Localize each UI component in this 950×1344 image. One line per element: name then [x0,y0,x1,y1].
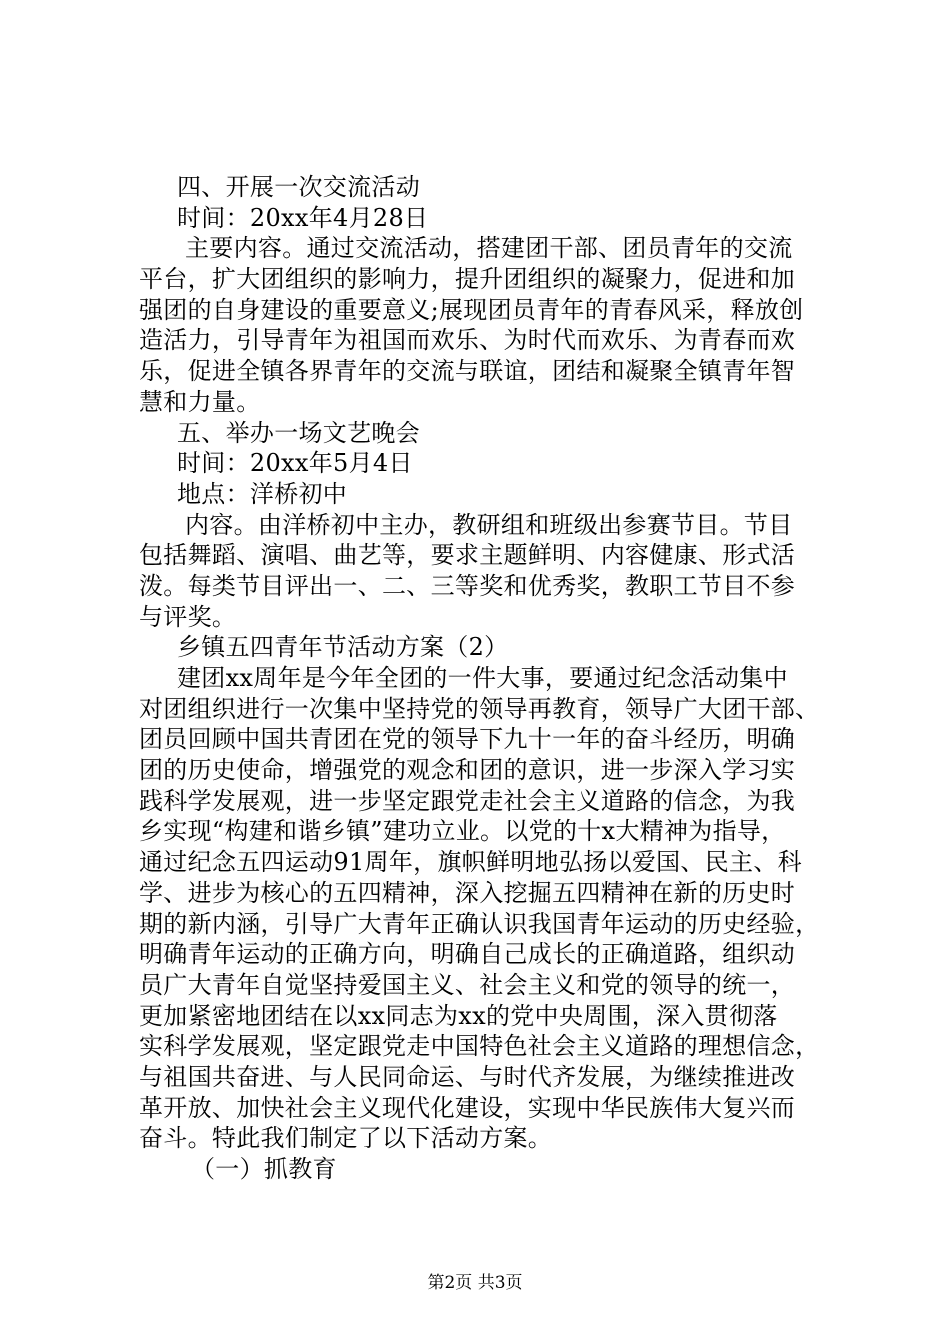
text-line: 包括舞蹈、演唱、曲艺等，要求主题鲜明、内容健康、形式活 [139,541,796,570]
text-line: 平台，扩大团组织的影响力，提升团组织的凝聚力，促进和加 [139,265,796,294]
text-line: 奋斗。特此我们制定了以下活动方案。 [139,1124,553,1153]
text-line: 革开放、加快社会主义现代化建设，实现中华民族伟大复兴而 [139,1093,796,1122]
subsection-heading-education: （一）抓教育 [191,1155,337,1183]
text-line: 造活力，引导青年为祖国而欢乐、为时代而欢乐、为青春而欢 [139,326,796,355]
text-line: 地点：洋桥初中 [177,479,348,508]
text-line: 建团xx周年是今年全团的一件大事，要通过纪念活动集中 [177,664,788,692]
text-line: 强团的自身建设的重要意义;展现团员青年的青春风采，释放创 [139,295,804,324]
text-line: 团员回顾中国共青团在党的领导下九十一年的奋斗经历，明确 [139,725,796,754]
text-line: 员广大青年自觉坚持爱国主义、社会主义和党的领导的统一， [139,970,796,999]
text-line: 实科学发展观，坚定跟党走中国特色社会主义道路的理想信念， [139,1032,820,1061]
text-line: 期的新内涵，引导广大青年正确认识我国青年运动的历史经验， [139,909,820,938]
text-line: 通过纪念五四运动91周年，旗帜鲜明地弘扬以爱国、民主、科 [139,848,802,877]
text-line: 乡实现“构建和谐乡镇”建功立业。以党的十x大精神为指导， [139,817,786,846]
document-body [139,172,839,1185]
text-line: 更加紧密地团结在以xx同志为xx的党中央周围，深入贯彻落 [139,1001,778,1030]
text-line: 团的历史使命，增强党的观念和团的意识，进一步深入学习实 [139,756,796,785]
text-line: 学、进步为核心的五四精神，深入挖掘五四精神在新的历史时 [139,878,796,907]
text-line: 对团组织进行一次集中坚持党的领导再教育，领导广大团干部、 [139,694,820,723]
text-line: 主要内容。通过交流活动，搭建团干部、团员青年的交流 [185,234,793,263]
text-line: 时间：20xx年5月4日 [177,449,413,478]
section-heading-gala: 五、举办一场文艺晚会 [177,418,420,447]
text-line: 践科学发展观，进一步坚定跟党走社会主义道路的信念，为我 [139,786,796,815]
text-line: 与祖国共奋进、与人民同命运、与时代齐发展，为继续推进改 [139,1062,796,1091]
text-line: 泼。每类节目评出一、二、三等奖和优秀奖，教职工节目不参 [139,571,796,600]
page-number-footer: 第2页 共3页 [427,1273,523,1293]
text-line: 慧和力量。 [139,387,261,416]
plan-title: 乡镇五四青年节活动方案（2） [177,633,509,662]
text-line: 时间：20xx年4月28日 [177,203,429,232]
text-line: 明确青年运动的正确方向，明确自己成长的正确道路，组织动 [139,940,796,969]
section-heading-exchange: 四、开展一次交流活动 [177,173,420,201]
text-line: 乐，促进全镇各界青年的交流与联谊，团结和凝聚全镇青年智 [139,357,796,386]
text-line: 内容。由洋桥初中主办，教研组和班级出参赛节目。节目 [185,510,793,539]
text-line: 与评奖。 [139,602,237,631]
